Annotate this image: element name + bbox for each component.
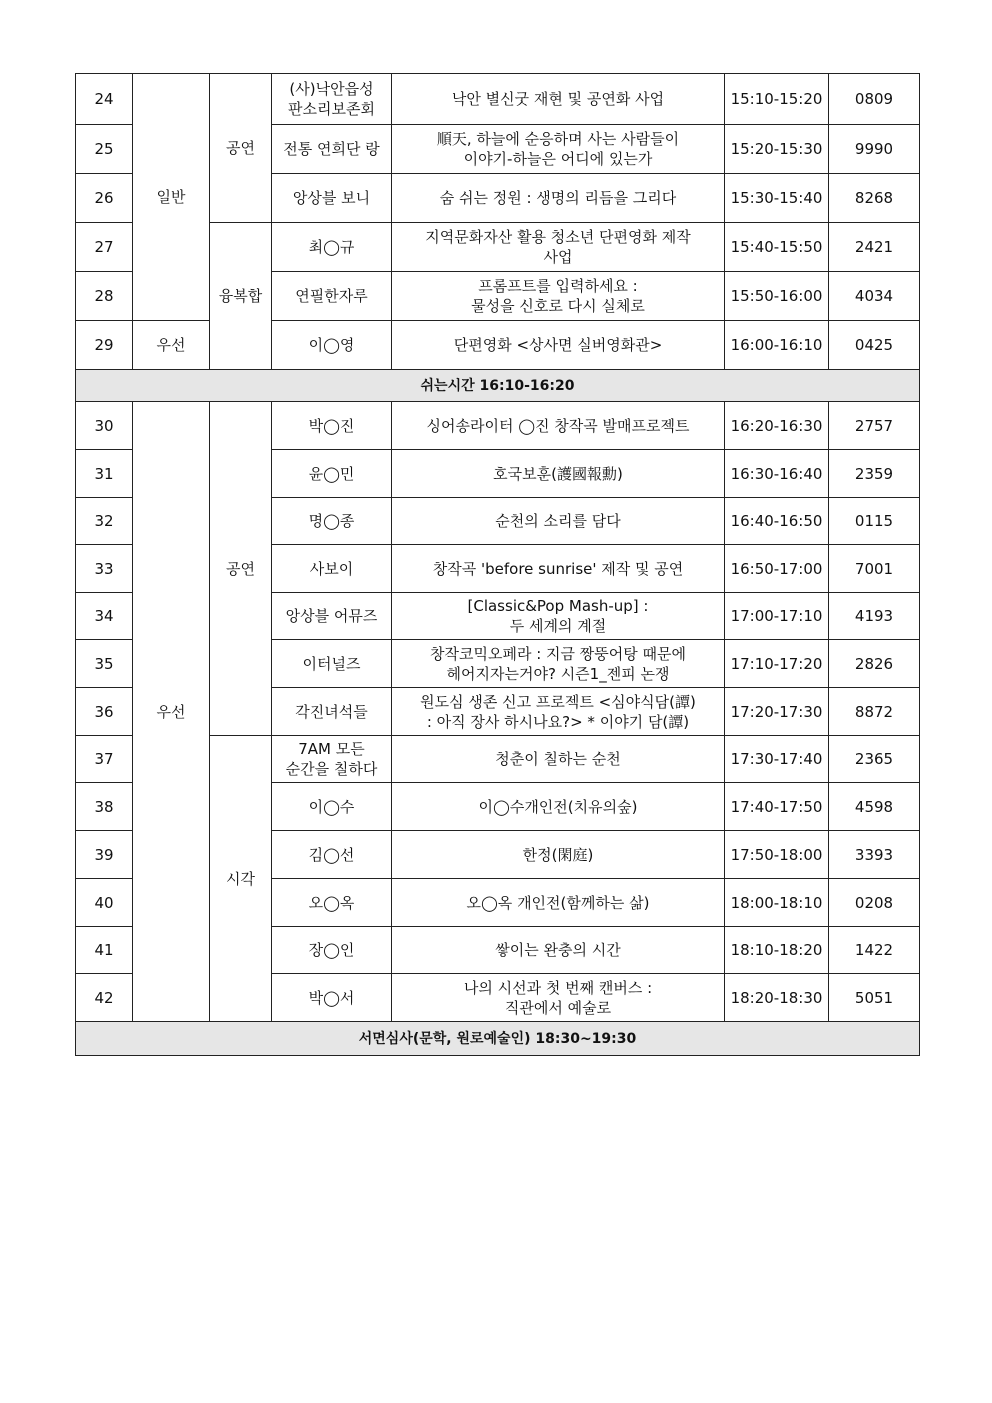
row-number: 38 — [76, 783, 133, 831]
time-slot: 18:20-18:30 — [725, 974, 829, 1022]
applicant-code: 5051 — [829, 974, 920, 1022]
applicant-code: 7001 — [829, 545, 920, 593]
row-number: 36 — [76, 688, 133, 736]
applicant-cell — [272, 736, 392, 783]
row-number: 33 — [76, 545, 133, 593]
project-title-cell — [392, 927, 725, 974]
applicant-line: 장◯인 — [308, 941, 355, 959]
project-title-cell — [392, 498, 725, 545]
project-title-cell — [392, 125, 725, 174]
applicant-code: 0115 — [829, 498, 920, 545]
project-title-line: 물성을 신호로 다시 실체로 — [471, 297, 645, 315]
project-title-line: 사업 — [543, 248, 573, 266]
field-cell: 공연 — [210, 74, 272, 223]
project-title-cell — [392, 593, 725, 640]
applicant-line: 판소리보존회 — [288, 100, 375, 118]
time-slot: 17:40-17:50 — [725, 783, 829, 831]
applicant-line: 앙상블 보니 — [292, 189, 371, 207]
field-cell: 시각 — [210, 736, 272, 1022]
applicant-code: 0809 — [829, 74, 920, 125]
applicant-line: 연필한자루 — [295, 287, 368, 305]
applicant-line: (사)낙안읍성 — [289, 80, 374, 98]
time-slot: 17:20-17:30 — [725, 688, 829, 736]
applicant-cell — [272, 927, 392, 974]
applicant-cell — [272, 402, 392, 450]
applicant-line: 윤◯민 — [308, 464, 355, 483]
project-title-line: 쌓이는 완충의 시간 — [495, 941, 621, 959]
project-title-line: 낙안 별신굿 재현 및 공연화 사업 — [451, 90, 665, 108]
schedule-table — [75, 73, 920, 1056]
applicant-code: 0425 — [829, 321, 920, 370]
time-slot: 15:30-15:40 — [725, 174, 829, 223]
project-title-cell — [392, 223, 725, 272]
project-title-line: 창작곡 'before sunrise' 제작 및 공연 — [432, 559, 684, 578]
applicant-code: 2757 — [829, 402, 920, 450]
row-number: 24 — [76, 74, 133, 125]
applicant-line: 박◯진 — [308, 416, 355, 435]
project-title-cell — [392, 831, 725, 879]
time-slot: 15:10-15:20 — [725, 74, 829, 125]
project-title-cell — [392, 736, 725, 783]
applicant-code: 4034 — [829, 272, 920, 321]
category-cell: 우선 — [133, 321, 210, 370]
category-cell: 일반 — [133, 74, 210, 321]
project-title-line: 한정(閑庭) — [522, 845, 594, 864]
project-title-line: 호국보훈(護國報勳) — [493, 464, 623, 483]
row-number: 31 — [76, 450, 133, 498]
project-title-line: 나의 시선과 첫 번째 캔버스 : — [463, 978, 653, 997]
time-slot: 16:40-16:50 — [725, 498, 829, 545]
applicant-code: 0208 — [829, 879, 920, 927]
time-slot: 16:30-16:40 — [725, 450, 829, 498]
project-title-line: [Classic&Pop Mash-up] : — [467, 597, 649, 615]
break-time-label: 쉬는시간 16:10-16:20 — [76, 370, 920, 402]
project-title-cell — [392, 640, 725, 688]
applicant-line: 오◯옥 — [308, 893, 355, 912]
applicant-line: 이◯영 — [308, 336, 355, 354]
applicant-code: 8268 — [829, 174, 920, 223]
applicant-code: 4193 — [829, 593, 920, 640]
project-title-line: 지역문화자산 활용 청소년 단편영화 제작 — [425, 228, 691, 246]
project-title-line: 원도심 생존 신고 프로젝트 <심야식담(譚) — [420, 692, 696, 711]
row-number: 37 — [76, 736, 133, 783]
applicant-cell — [272, 783, 392, 831]
applicant-line: 박◯서 — [308, 988, 355, 1007]
applicant-cell — [272, 974, 392, 1022]
applicant-line: 7AM 모든 — [298, 740, 365, 758]
time-slot: 16:50-17:00 — [725, 545, 829, 593]
row-number: 25 — [76, 125, 133, 174]
applicant-cell — [272, 450, 392, 498]
applicant-code: 4598 — [829, 783, 920, 831]
applicant-code: 2421 — [829, 223, 920, 272]
applicant-cell — [272, 321, 392, 370]
applicant-line: 앙상블 어뮤즈 — [285, 607, 378, 625]
applicant-line: 전통 연희단 랑 — [283, 140, 380, 158]
time-slot: 15:20-15:30 — [725, 125, 829, 174]
applicant-cell — [272, 688, 392, 736]
project-title-line: 오◯옥 개인전(함께하는 삶) — [466, 893, 650, 912]
project-title-line: 이◯수개인전(치유의숲) — [478, 797, 638, 816]
applicant-cell — [272, 74, 392, 125]
category-cell: 우선 — [133, 402, 210, 1022]
applicant-line: 각진녀석들 — [295, 702, 368, 721]
row-number: 32 — [76, 498, 133, 545]
project-title-line: : 아직 장사 하시나요?> * 이야기 담(譚) — [426, 712, 690, 731]
project-title-cell — [392, 174, 725, 223]
applicant-code: 2365 — [829, 736, 920, 783]
applicant-cell — [272, 174, 392, 223]
time-slot: 18:10-18:20 — [725, 927, 829, 974]
applicant-line: 사보이 — [309, 559, 354, 578]
project-title-cell — [392, 272, 725, 321]
project-title-cell — [392, 783, 725, 831]
row-number: 41 — [76, 927, 133, 974]
project-title-cell — [392, 879, 725, 927]
row-number: 26 — [76, 174, 133, 223]
applicant-cell — [272, 125, 392, 174]
project-title-line: 단편영화 <상사면 실버영화관> — [453, 336, 663, 354]
row-number: 29 — [76, 321, 133, 370]
row-number: 42 — [76, 974, 133, 1022]
applicant-line: 김◯선 — [308, 845, 355, 864]
row-number: 35 — [76, 640, 133, 688]
project-title-line: 숨 쉬는 정원 : 생명의 리듬을 그리다 — [439, 189, 677, 207]
project-title-line: 順天, 하늘에 순응하며 사는 사람들이 — [436, 130, 680, 148]
project-title-line: 싱어송라이터 ◯진 창작곡 발매프로젝트 — [426, 416, 690, 435]
project-title-cell — [392, 74, 725, 125]
project-title-line: 두 세계의 계절 — [509, 617, 607, 635]
applicant-line: 이◯수 — [308, 797, 355, 816]
project-title-cell — [392, 974, 725, 1022]
table-row — [76, 74, 920, 125]
project-title-cell — [392, 321, 725, 370]
applicant-cell — [272, 640, 392, 688]
table-row — [76, 402, 920, 450]
row-number: 27 — [76, 223, 133, 272]
row-number: 39 — [76, 831, 133, 879]
project-title-line: 창작코믹오페라 : 지금 짱뚱어탕 때문에 — [430, 644, 686, 663]
field-cell: 융복합 — [210, 223, 272, 370]
break-row — [76, 1022, 920, 1056]
applicant-cell — [272, 545, 392, 593]
applicant-cell — [272, 593, 392, 640]
applicant-code: 3393 — [829, 831, 920, 879]
project-title-cell — [392, 688, 725, 736]
project-title-cell — [392, 450, 725, 498]
project-title-cell — [392, 545, 725, 593]
project-title-line: 직관에서 예술로 — [504, 998, 612, 1017]
table-row — [76, 321, 920, 370]
project-title-line: 순천의 소리를 담다 — [495, 512, 621, 530]
row-number: 40 — [76, 879, 133, 927]
applicant-line: 명◯종 — [308, 512, 355, 530]
row-number: 30 — [76, 402, 133, 450]
break-row — [76, 370, 920, 402]
written-review-label: 서면심사(문학, 원로예술인) 18:30~19:30 — [76, 1022, 920, 1056]
project-title-line: 이야기-하늘은 어디에 있는가 — [463, 150, 653, 168]
time-slot: 16:00-16:10 — [725, 321, 829, 370]
applicant-cell — [272, 498, 392, 545]
applicant-line: 순간을 칠하다 — [285, 760, 378, 778]
time-slot: 16:20-16:30 — [725, 402, 829, 450]
time-slot: 18:00-18:10 — [725, 879, 829, 927]
project-title-line: 프롬프트를 입력하세요 : — [478, 277, 638, 295]
project-title-line: 헤어지자는거야? 시즌1_젠피 논쟁 — [446, 664, 670, 683]
applicant-line: 최◯규 — [308, 238, 355, 256]
applicant-cell — [272, 831, 392, 879]
project-title-cell — [392, 402, 725, 450]
row-number: 28 — [76, 272, 133, 321]
applicant-cell — [272, 879, 392, 927]
applicant-cell — [272, 223, 392, 272]
field-cell: 공연 — [210, 402, 272, 736]
time-slot: 15:40-15:50 — [725, 223, 829, 272]
applicant-code: 2359 — [829, 450, 920, 498]
applicant-code: 2826 — [829, 640, 920, 688]
applicant-cell — [272, 272, 392, 321]
time-slot: 17:50-18:00 — [725, 831, 829, 879]
project-title-line: 청춘이 칠하는 순천 — [495, 750, 621, 768]
time-slot: 17:10-17:20 — [725, 640, 829, 688]
time-slot: 17:00-17:10 — [725, 593, 829, 640]
applicant-code: 9990 — [829, 125, 920, 174]
time-slot: 17:30-17:40 — [725, 736, 829, 783]
time-slot: 15:50-16:00 — [725, 272, 829, 321]
applicant-code: 1422 — [829, 927, 920, 974]
row-number: 34 — [76, 593, 133, 640]
applicant-code: 8872 — [829, 688, 920, 736]
applicant-line: 이터널즈 — [302, 654, 361, 673]
